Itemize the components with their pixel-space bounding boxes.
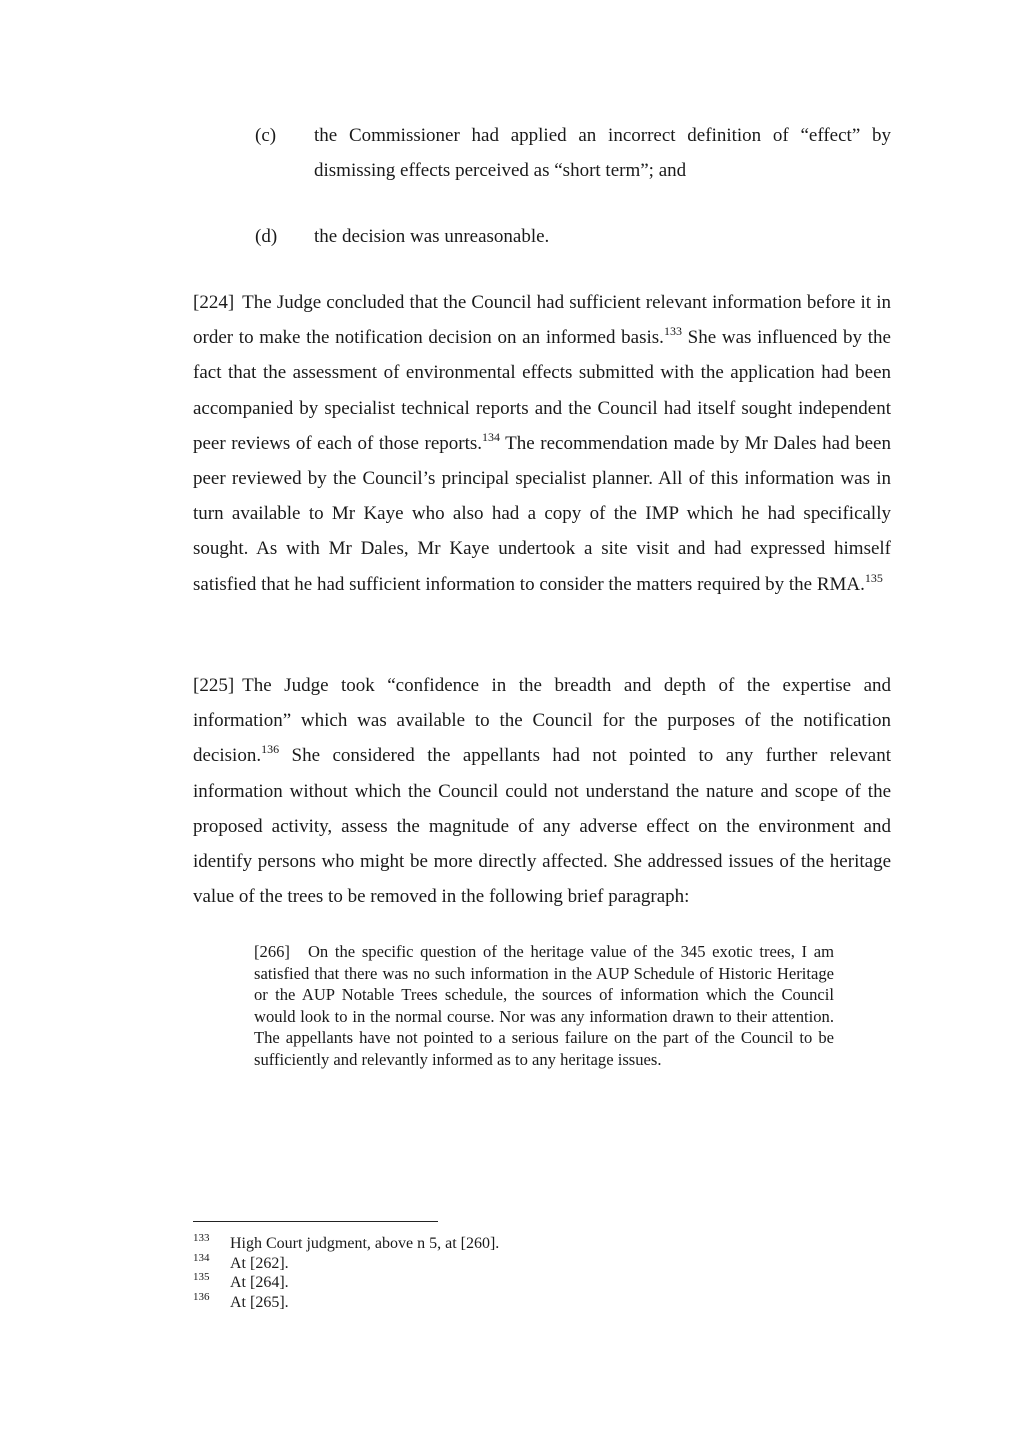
paragraph-225 (193, 668, 891, 914)
footnote-number: 135 (193, 1271, 210, 1283)
quote-text: On the specific question of the heritage value of the 345 exotic trees, I am satisfied that there was no such information in the AUP Schedule of Historic Heritage or the AUP Notable Trees schedule, the sources of information which the Council would look to in the normal course. Nor was any information drawn to their attention. The appellants have not pointed to a serious failure on the part of the Council to be sufficiently and relevantly informed as to any heritage issues. (254, 942, 834, 1069)
quote-paragraph-number: [266] (254, 942, 290, 961)
list-item-text: the Commissioner had applied an incorrect definition of “effect” by dismissing effects perceived as “short term”; and (314, 125, 891, 181)
list-item-text: the decision was unreasonable. (314, 226, 550, 247)
paragraph-text: The recommendation made by Mr Dales had been peer reviewed by the Council’s principal specialist planner. All of this information was in turn available to Mr Kaye who also had a copy of the IMP which he had specifically sought. As with Mr Dales, Mr Kaye undertook a site visit and had expressed himself satisfied that he had sufficient information to consider the matters required by the RMA. (193, 432, 891, 595)
footnotes (193, 1234, 843, 1312)
footnote (193, 1290, 843, 1313)
footnote-separator (193, 1221, 438, 1222)
paragraph-text: The Judge concluded that the Council had sufficient relevant information before it in order to make the notification decision on an informed basis. (193, 292, 891, 349)
paragraph-number: [224] (193, 292, 235, 313)
footnote-number: 136 (193, 1290, 210, 1303)
footnote-number: 133 (193, 1232, 210, 1244)
list-item-label: (c) (255, 125, 277, 146)
footnote (193, 1251, 843, 1274)
footnote-ref[interactable]: 136 (261, 742, 280, 757)
paragraph-text: She considered the appellants had not pointed to any further relevant information without which the Council could not understand the nature and scope of the proposed activity, assess the magnitude of any adverse effect on the environment and identify persons who might be more directly affected. She addressed issues of the heritage value of the trees to be removed in the following brief paragraph: (193, 745, 891, 908)
footnote-text: At [262]. (230, 1254, 289, 1272)
footnote-ref[interactable]: 134 (482, 429, 500, 444)
footnote-ref[interactable]: 133 (663, 324, 682, 339)
footnote-text: High Court judgment, above n 5, at [260]. (230, 1235, 500, 1252)
paragraph-224 (193, 285, 891, 602)
block-quote (254, 941, 834, 1071)
paragraph-text: The Judge took “confidence in the breadth and depth of the expertise and information” which was available to the Council for the purposes of the notification decision. (193, 675, 891, 767)
list-item-d (193, 219, 891, 254)
footnote (193, 1273, 843, 1293)
paragraph-text: She was influenced by the fact that the assessment of environmental effects submitted with the application had been accompanied by specialist technical reports and the Council had itself sought independent peer reviews of each of those reports. (193, 327, 891, 454)
list-item-c (193, 118, 891, 188)
footnote (193, 1234, 843, 1254)
list-item-label: (d) (255, 226, 278, 247)
paragraph-number: [225] (193, 675, 235, 696)
footnote-text: At [264]. (230, 1274, 289, 1291)
footnote-text: At [265]. (230, 1293, 289, 1311)
footnote-ref[interactable]: 135 (864, 570, 883, 585)
footnote-number: 134 (193, 1251, 210, 1264)
